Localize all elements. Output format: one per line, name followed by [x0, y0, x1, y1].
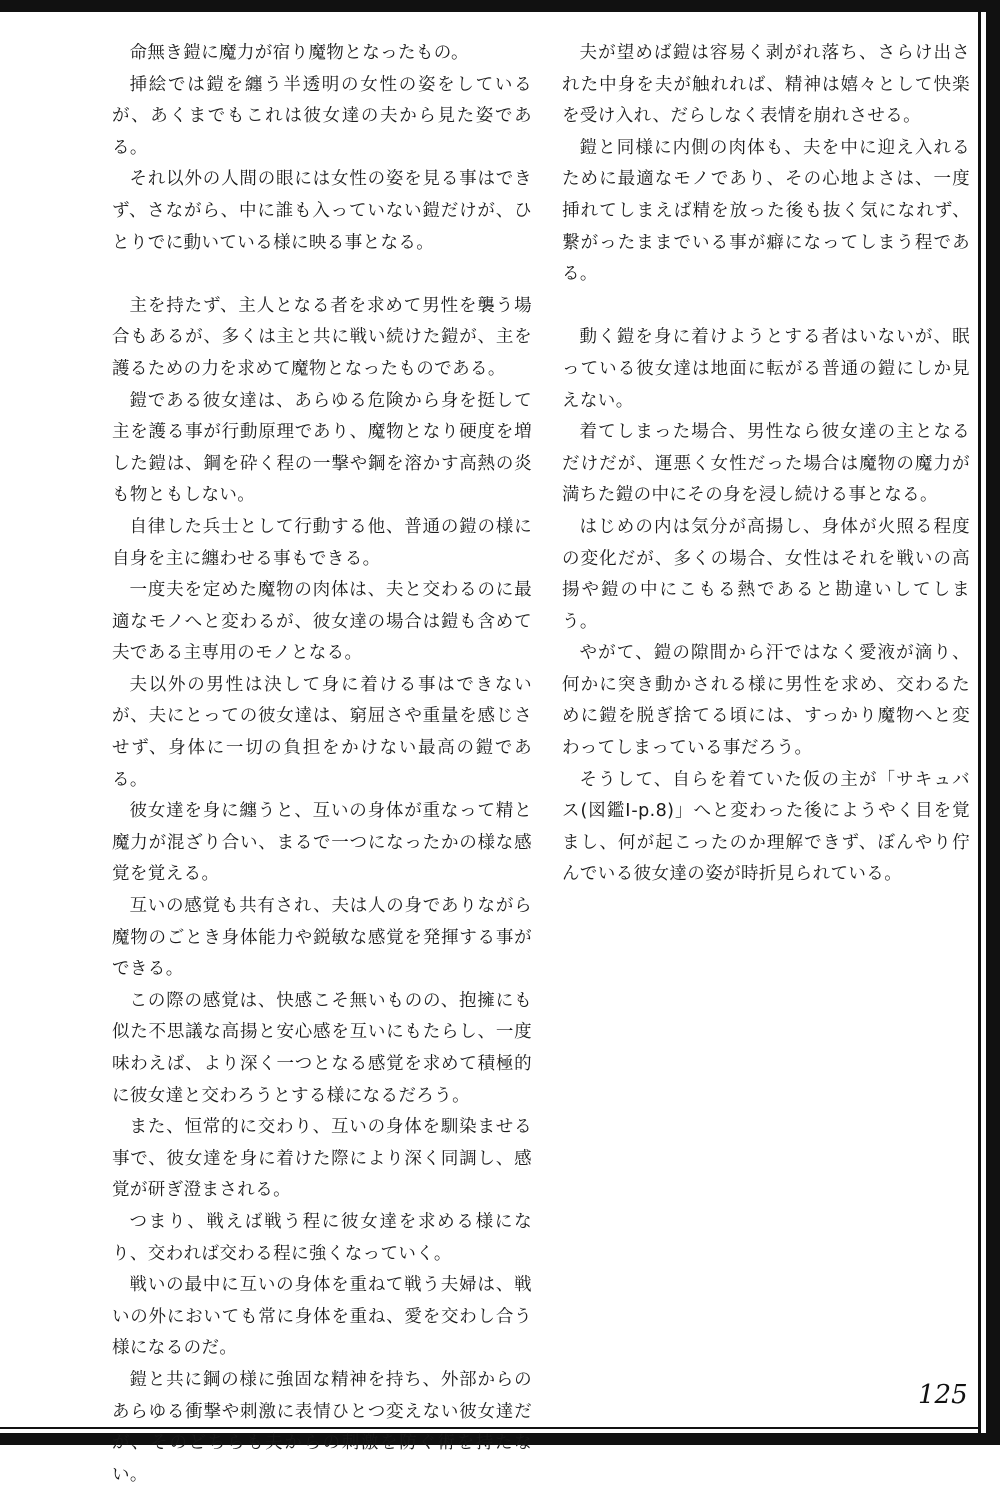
paragraph: つまり、戦えば戦う程に彼女達を求める様になり、交われば交わる程に強くなっていく。: [112, 1211, 532, 1264]
paragraph: 鎧と同様に内側の肉体も、夫を中に迎え入れるために最適なモノであり、その心地よさは、一度挿れてしまえば精を放った後も抜く気になれず、繋がったままでいる事が癖になってしまう程である。: [562, 137, 970, 285]
paragraph: 互いの感覚も共有され、夫は人の身でありながら魔物のごとき身体能力や鋭敏な感覚を発揮する事ができる。: [112, 896, 532, 980]
paragraph: 彼女達を身に纏うと、互いの身体が重なって精と魔力が混ざり合い、まるで一つになったかの様な感覚を覚える。: [112, 801, 532, 885]
paragraph: やがて、鎧の隙間から汗ではなく愛液が滴り、何かに突き動かされる様に男性を求め、交わるために鎧を脱ぎ捨てる頃には、すっかり魔物へと変わってしまっている事だろう。: [562, 643, 970, 759]
paragraph: 命無き鎧に魔力が宿り魔物となったもの。: [129, 43, 469, 63]
paragraph: それ以外の人間の眼には女性の姿を見る事はできず、さながら、中に誰も入っていない鎧だけが、ひとりでに動いている様に映る事となる。: [112, 169, 532, 253]
paragraph: 夫以外の男性は決して身に着ける事はできないが、夫にとっての彼女達は、窮屈さや重量を感じさせず、身体に一切の負担をかけない最高の鎧である。: [112, 674, 532, 790]
paragraph: 動く鎧を身に着けようとする者はいないが、眠っている彼女達は地面に転がる普通の鎧にしか見えない。: [562, 327, 970, 411]
page-number: 125: [918, 1380, 968, 1410]
paragraph: 挿絵では鎧を纏う半透明の女性の姿をしているが、あくまでもこれは彼女達の夫から見た姿である。: [112, 74, 532, 158]
page-border-right: [986, 0, 1000, 1445]
right-text-column: [562, 38, 970, 891]
paragraph: 夫が望めば鎧は容易く剥がれ落ち、さらけ出された中身を夫が触れれば、精神は嬉々として快楽を受け入れ、だらしなく表情を崩れさせる。: [562, 43, 970, 127]
paragraph: また、恒常的に交わり、互いの身体を馴染ませる事で、彼女達を身に着けた際により深く同調し、感覚が研ぎ澄まされる。: [112, 1117, 532, 1201]
left-text-column: [112, 38, 532, 1491]
page-border-top: [0, 0, 1000, 12]
paragraph: この際の感覚は、快感こそ無いものの、抱擁にも似た不思議な高揚と安心感を互いにもたらし、一度味わえば、より深く一つとなる感覚を求めて積極的に彼女達と交わろうとする様になるだろう。: [112, 990, 532, 1106]
paragraph: 一度夫を定めた魔物の肉体は、夫と交わるのに最適なモノへと変わるが、彼女達の場合は鎧も含めて夫である主専用のモノとなる。: [112, 580, 532, 664]
paragraph: 鎧である彼女達は、あらゆる危険から身を挺して主を護る事が行動原理であり、魔物となり硬度を増した鎧は、鋼を砕く程の一撃や鋼を溶かす高熱の炎も物ともしない。: [112, 390, 532, 506]
paragraph-gap: [562, 291, 970, 323]
paragraph: はじめの内は気分が高揚し、身体が火照る程度の変化だが、多くの場合、女性はそれを戦いの高揚や鎧の中にこもる熱であると勘違いしてしまう。: [562, 516, 970, 632]
paragraph: 戦いの最中に互いの身体を重ねて戦う夫婦は、戦いの外においても常に身体を重ね、愛を交わし合う様になるのだ。: [112, 1275, 532, 1359]
paragraph: 主を持たず、主人となる者を求めて男性を襲う場合もあるが、多くは主と共に戦い続けた鎧が、主を護るための力を求めて魔物となったものである。: [112, 295, 532, 379]
paragraph: そうして、自らを着ていた仮の主が「サキュバス(図鑑Ⅰ-p.8)」へと変わった後にようやく目を覚まし、何が起こったのか理解できず、ぼんやり佇んでいる彼女達の姿が時折見られている。: [562, 769, 970, 885]
paragraph: 自律した兵士として行動する他、普通の鎧の様に自身を主に纏わせる事もできる。: [112, 516, 532, 569]
paragraph: 着てしまった場合、男性なら彼女達の主となるだけだが、運悪く女性だった場合は魔物の魔力が満ちた鎧の中にその身を浸し続ける事となる。: [562, 422, 970, 506]
paragraph-gap: [112, 259, 532, 291]
paragraph: 鎧と共に鋼の様に強固な精神を持ち、外部からのあらゆる衝撃や刺激に表情ひとつ変えない彼女達だが、そのどちらも夫からの刺激を防ぐ術を持たない。: [112, 1369, 532, 1485]
page-border-right-inner: [978, 12, 981, 1433]
